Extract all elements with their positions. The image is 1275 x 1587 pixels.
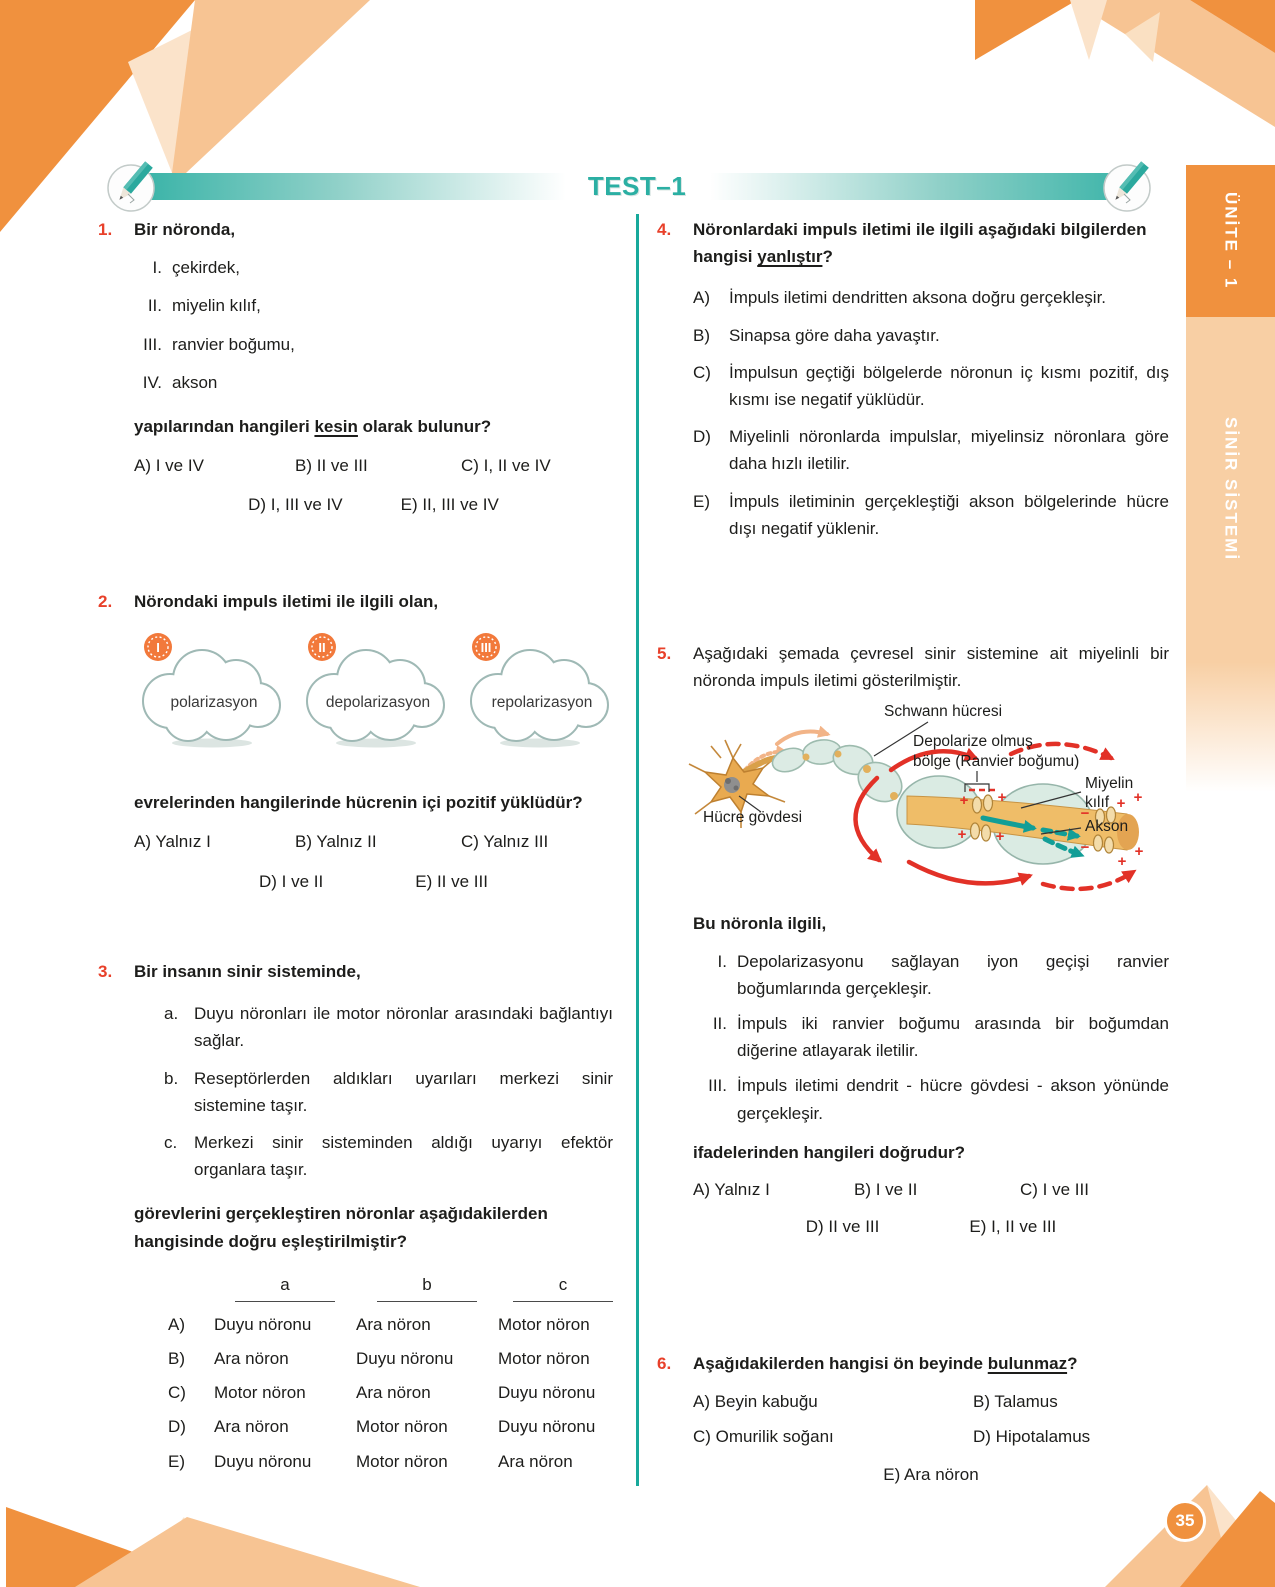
question-stem	[134, 413, 613, 440]
item-text: miyelin kılıf,	[172, 296, 261, 316]
svg-text:+: +	[1134, 843, 1144, 861]
option-letter: E)	[693, 491, 710, 511]
options-row	[693, 1423, 1169, 1450]
cloud-label: polarizasyon	[170, 694, 258, 712]
question-stem: görevlerini gerçekleştiren nöronlar aşağıdakilerden hangisinde doğru eşleştirilmiştir?	[134, 1204, 548, 1251]
item-numeral: III.	[143, 334, 162, 354]
item-numeral: I.	[717, 951, 727, 971]
option-e: E) I, II ve III	[969, 1217, 1057, 1237]
options-row	[134, 452, 613, 479]
cloud-label: repolarizasyon	[491, 694, 593, 712]
option-a: A) I ve IV	[134, 456, 204, 476]
question-title: Nörondaki impuls iletimi ile ilgili olan,	[134, 592, 439, 611]
question-2	[98, 588, 613, 895]
options-row	[134, 868, 613, 895]
question-title	[693, 216, 1169, 270]
header-bar-left	[132, 173, 584, 200]
option-e: E) Ara nöron	[883, 1464, 979, 1484]
option-d	[693, 423, 1169, 477]
question-stem: ifadelerinden hangileri doğrudur?	[693, 1142, 966, 1162]
myelin-label-2: kılıf	[1085, 794, 1110, 812]
list-item	[134, 369, 613, 396]
option-letter: A)	[693, 288, 710, 308]
column-divider	[636, 214, 639, 1486]
option-c	[693, 359, 1169, 413]
list-item	[164, 1065, 613, 1119]
item-text: akson	[172, 372, 218, 392]
option-b: B) I ve II	[854, 1179, 918, 1199]
option-d: D) II ve III	[805, 1217, 880, 1237]
depolarized-label-1: Depolarize olmuş	[913, 733, 1033, 751]
option-letter: C)	[693, 362, 711, 382]
options-row	[134, 828, 613, 855]
title-text: ?	[822, 247, 833, 267]
table-cell: Motor nöron	[498, 1314, 590, 1334]
option-b	[693, 322, 1169, 349]
myelin-chain	[769, 738, 909, 809]
table-cell: Ara nöron	[356, 1314, 431, 1334]
table-cell: Motor nöron	[498, 1349, 590, 1369]
header-bar-right	[692, 173, 1144, 200]
title-text: Aşağıdakilerden hangisi ön beyinde	[693, 1354, 988, 1373]
svg-text:−: −	[1080, 805, 1090, 823]
table-cell: Motor nöron	[356, 1451, 448, 1471]
options-row	[134, 491, 613, 518]
title-underlined-word: yanlıştır	[757, 247, 823, 267]
option-e: E) II ve III	[415, 871, 488, 891]
table-cell: Duyu nöronu	[214, 1314, 312, 1334]
svg-text:+: +	[957, 826, 967, 844]
page-title: TEST–1	[587, 170, 687, 201]
option-a: A) Beyin kabuğu	[693, 1392, 818, 1412]
page-number: 35	[1175, 1511, 1195, 1530]
svg-text:+: +	[1117, 853, 1127, 871]
axon-label: Akson	[1085, 818, 1129, 836]
list-item	[693, 1010, 1169, 1064]
table-cell: Duyu nöronu	[498, 1417, 596, 1437]
option-c: C) Yalnız III	[461, 832, 549, 852]
list-item	[134, 254, 613, 281]
option-letter: D)	[693, 427, 711, 447]
unit-label: ÜNİTE – 1	[1221, 192, 1241, 290]
option-text: Miyelinli nöronlarda impulslar, miyelinsiz nöronlara göre daha hızlı iletilir.	[729, 427, 1169, 474]
option-e: E) II, III ve IV	[400, 495, 499, 515]
question-number: 3.	[98, 962, 113, 981]
row-letter: A)	[168, 1314, 185, 1334]
item-text: ranvier boğumu,	[172, 334, 295, 354]
item-letter: c.	[164, 1132, 178, 1152]
column-header-a: a	[214, 1271, 356, 1304]
list-item	[164, 1129, 613, 1183]
stem-text: olarak bulunur?	[357, 416, 492, 436]
option-c: C) Omurilik soğanı	[693, 1427, 834, 1447]
svg-text:−: −	[1080, 839, 1090, 857]
item-letter: b.	[164, 1068, 179, 1088]
neuron-diagram	[681, 700, 1171, 898]
table-cell: Motor nöron	[356, 1417, 448, 1437]
item-text: Depolarizasyonu sağlayan iyon geçişi ranvier boğumlarında gerçekleşir.	[737, 951, 1169, 998]
myelin-label-1: Miyelin	[1085, 775, 1134, 793]
option-c: C) I, II ve IV	[461, 456, 551, 476]
option-d: D) Hipotalamus	[973, 1427, 1091, 1447]
item-numeral: II.	[147, 296, 162, 316]
table-cell: Duyu nöronu	[356, 1349, 454, 1369]
list-item	[134, 331, 613, 358]
option-b: B) Talamus	[973, 1392, 1058, 1412]
cloud-badge: I	[156, 640, 160, 656]
corner-decoration-bottom-left	[0, 1495, 430, 1587]
question-title	[693, 1350, 1169, 1377]
question-number: 6.	[657, 1354, 672, 1373]
question-stem: evrelerinden hangilerinde hücrenin içi pozitif yüklüdür?	[134, 793, 583, 813]
question-number: 4.	[657, 220, 672, 239]
item-text: Reseptörlerden aldıkları uyarıları merkezi sinir sistemine taşır.	[194, 1068, 613, 1115]
option-a: A) Yalnız I	[134, 832, 211, 852]
question-title: Bir nöronda,	[134, 220, 236, 239]
table-cell: Ara nöron	[498, 1451, 573, 1471]
svg-text:+: +	[1116, 795, 1126, 813]
option-b: B) Yalnız II	[295, 832, 377, 852]
item-text: İmpuls iki ranvier boğumu arasında bir boğumdan diğerine atlayarak iletilir.	[737, 1013, 1169, 1061]
corner-decoration-top-right	[975, 0, 1275, 165]
pencil-icon	[106, 156, 160, 216]
question-4	[657, 216, 1169, 542]
cloud-label: depolarizasyon	[325, 694, 431, 712]
item-numeral: IV.	[142, 372, 162, 392]
item-text: Merkezi sinir sisteminden aldığı uyarıyı efektör organlara taşır.	[194, 1132, 613, 1180]
options-row	[693, 1176, 1169, 1203]
question-subtitle: Bu nöronla ilgili,	[693, 914, 827, 934]
question-number: 2.	[98, 592, 113, 611]
svg-text:+: +	[997, 789, 1007, 807]
list-item	[693, 1072, 1169, 1126]
question-5	[657, 640, 1169, 1240]
svg-text:+: +	[1133, 789, 1143, 807]
option-text: Sinapsa göre daha yavaştır.	[729, 325, 940, 345]
answer-table	[168, 1271, 613, 1475]
option-d: D) I, III ve IV	[248, 495, 343, 515]
question-number: 5.	[657, 644, 672, 663]
item-numeral: II.	[712, 1013, 727, 1033]
table-cell: Ara nöron	[214, 1417, 289, 1437]
table-cell: Ara nöron	[214, 1349, 289, 1369]
table-cell: Ara nöron	[356, 1383, 431, 1403]
list-item	[134, 292, 613, 319]
sidebar-unit-tab	[1186, 165, 1275, 317]
svg-text:+: +	[959, 792, 969, 810]
subject-label: SİNİR SİSTEMİ	[1221, 417, 1241, 562]
question-1	[98, 216, 613, 519]
row-letter: B)	[168, 1349, 185, 1369]
item-letter: a.	[164, 1004, 179, 1024]
column-header-c: c	[498, 1271, 628, 1304]
title-text: ?	[1067, 1354, 1078, 1373]
option-d: D) I ve II	[259, 871, 324, 891]
schwann-label: Schwann hücresi	[884, 703, 1003, 721]
option-a	[693, 284, 1169, 311]
stage-clouds-figure	[126, 629, 626, 769]
option-c: C) I ve III	[1020, 1179, 1089, 1199]
option-letter: B)	[693, 325, 710, 345]
cell-body-label: Hücre gövdesi	[703, 809, 803, 827]
cloud-polarizasyon	[144, 633, 279, 748]
question-6	[657, 1350, 1169, 1488]
item-numeral: I.	[152, 258, 162, 278]
sidebar-fade	[1186, 662, 1275, 792]
option-text: İmpuls iletiminin gerçekleştiği akson bölgelerinde hücre dışı negatif yüklenir.	[729, 491, 1169, 538]
cloud-badge: II	[318, 640, 326, 656]
option-a: A) Yalnız I	[693, 1179, 770, 1199]
pencil-icon	[1098, 156, 1152, 216]
column-header-b: b	[356, 1271, 498, 1304]
title-text: Nöronlardaki impuls iletimi ile ilgili aşağıdaki bilgilerden hangisi	[693, 220, 1147, 267]
table-cell: Motor nöron	[214, 1383, 306, 1403]
option-text: İmpulsun geçtiği bölgelerde nöronun iç kısmı pozitif, dış kısmı ise negatif yüklüdür.	[729, 362, 1169, 409]
title-underlined-word: bulunmaz	[987, 1354, 1068, 1373]
item-numeral: III.	[708, 1076, 727, 1096]
table-corner	[168, 1271, 214, 1304]
question-title: Bir insanın sinir sisteminde,	[134, 962, 361, 981]
depolarized-label-2: bölge (Ranvier boğumu)	[913, 753, 1080, 771]
options-row	[693, 1388, 1169, 1415]
table-cell: Duyu nöronu	[498, 1383, 596, 1403]
cloud-badge: III	[480, 640, 492, 656]
cloud-depolarizasyon	[308, 633, 443, 748]
svg-text:+: +	[995, 828, 1005, 846]
option-text: İmpuls iletimi dendritten aksona doğru gerçekleşir.	[729, 288, 1107, 308]
item-text: çekirdek,	[172, 258, 241, 278]
question-3	[98, 958, 613, 1475]
item-text: Duyu nöronları ile motor nöronlar arasındaki bağlantıyı sağlar.	[194, 1004, 613, 1051]
option-e	[693, 488, 1169, 542]
stem-text: yapılarından hangileri	[134, 416, 315, 436]
row-letter: E)	[168, 1451, 185, 1471]
option-b: B) II ve III	[295, 456, 368, 476]
page-number-badge	[1164, 1500, 1206, 1542]
item-text: İmpuls iletimi dendrit - hücre gövdesi - akson yönünde gerçekleşir.	[737, 1076, 1169, 1123]
list-item	[693, 948, 1169, 1002]
row-letter: D)	[168, 1417, 186, 1437]
options-row	[693, 1213, 1169, 1240]
row-letter: C)	[168, 1383, 186, 1403]
cloud-repolarizasyon	[472, 633, 607, 748]
question-intro: Aşağıdaki şemada çevresel sinir sistemine ait miyelinli bir nöronda impuls iletimi gösterilmiştir.	[693, 644, 1169, 691]
question-number: 1.	[98, 220, 113, 239]
stem-underlined-word: kesin	[314, 416, 358, 436]
list-item	[164, 1000, 613, 1054]
sidebar-subject-tab	[1186, 317, 1275, 662]
table-cell: Duyu nöronu	[214, 1451, 312, 1471]
